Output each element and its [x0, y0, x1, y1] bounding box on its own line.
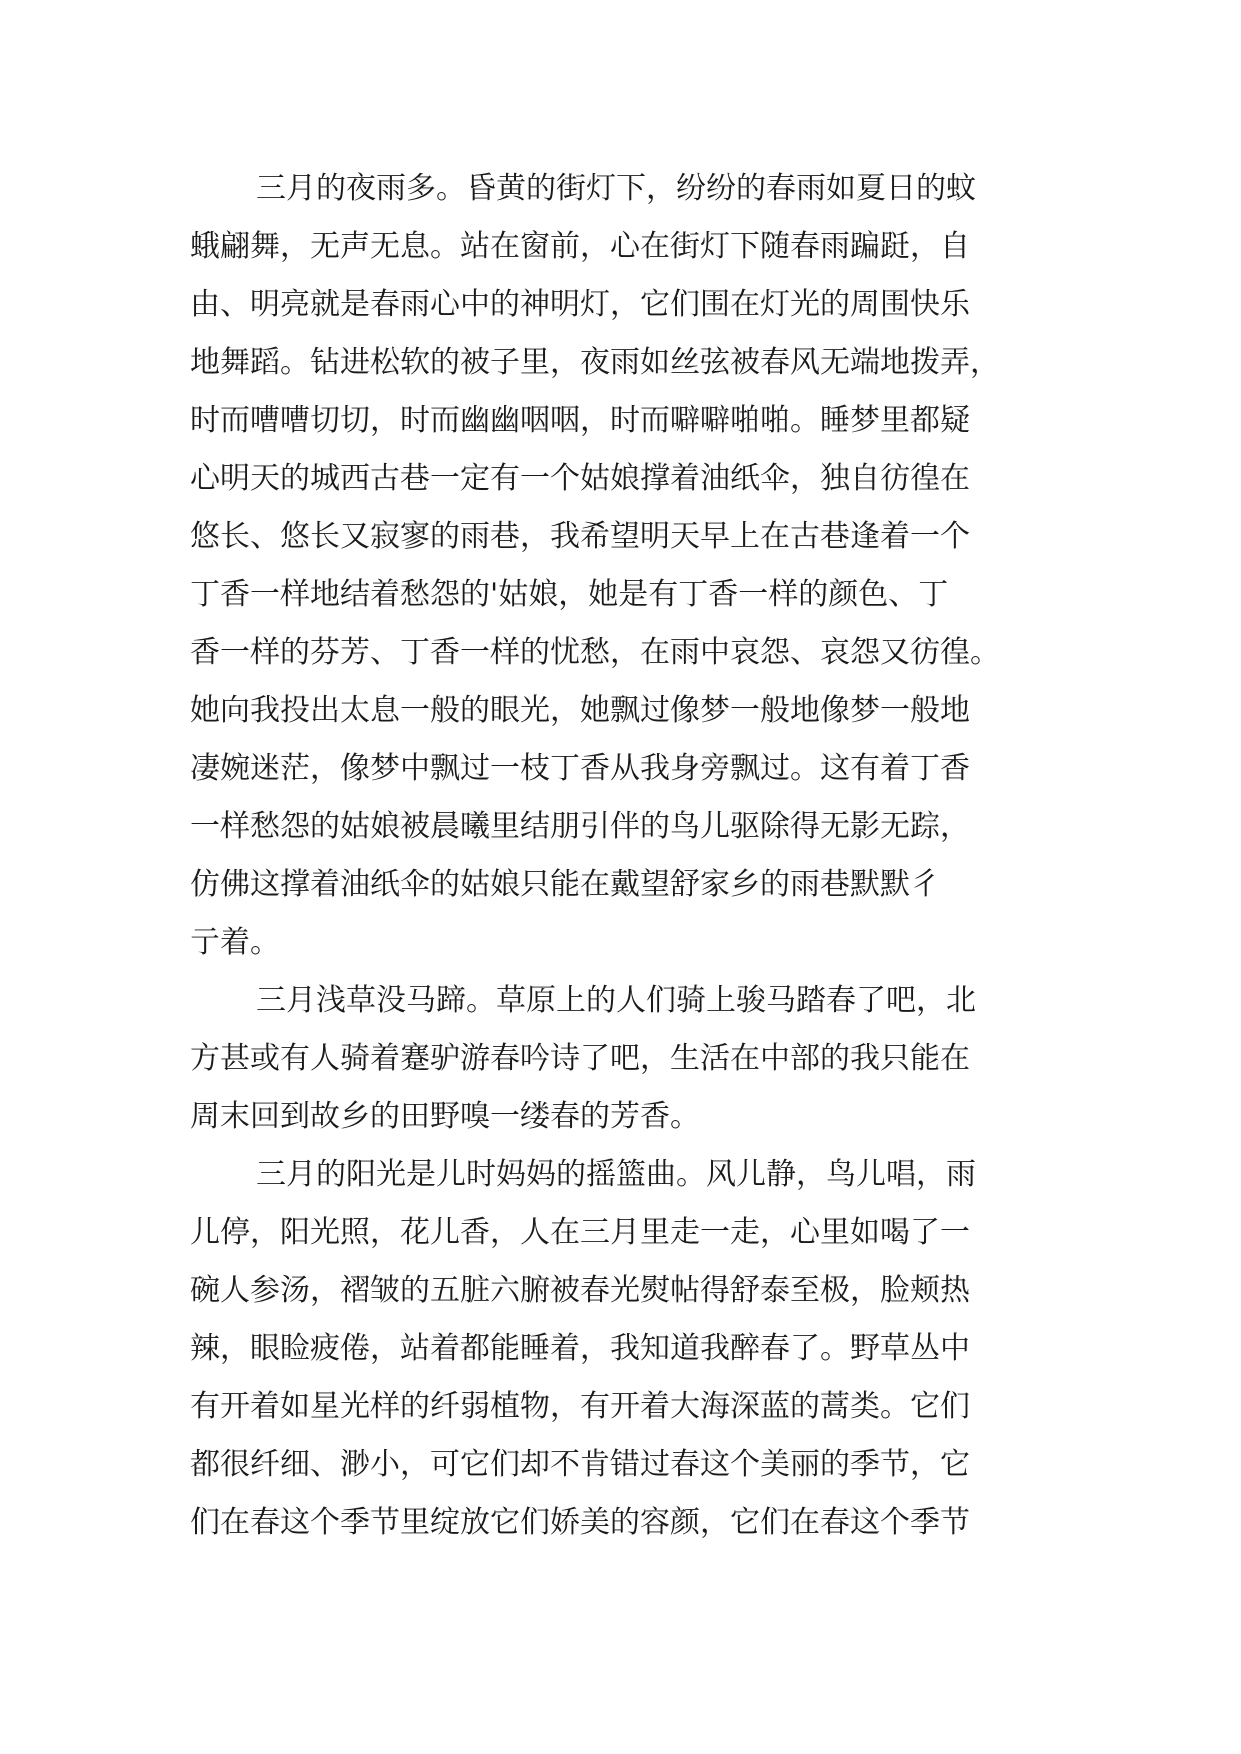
paragraph-1-line-9: 香一样的芬芳、丁香一样的忧愁，在雨中哀怨、哀怨又彷徨。 [190, 635, 1000, 670]
paragraph-2-line-1: 三月浅草没马蹄。草原上的人们骑上骏马踏春了吧，北 [256, 983, 976, 1018]
paragraph-1-line-12: 一样愁怨的姑娘被晨曦里结朋引伴的鸟儿驱除得无影无踪， [190, 809, 970, 844]
paragraph-1-line-4: 地舞蹈。钻进松软的被子里，夜雨如丝弦被春风无端地拨弄， [190, 345, 1000, 380]
paragraph-3-line-1: 三月的阳光是儿时妈妈的摇篮曲。风儿静，鸟儿唱，雨 [256, 1157, 976, 1192]
paragraph-1-line-3: 由、明亮就是春雨心中的神明灯，它们围在灯光的周围快乐 [190, 287, 970, 322]
paragraph-1-line-5: 时而嘈嘈切切，时而幽幽咽咽，时而噼噼啪啪。睡梦里都疑 [190, 403, 970, 438]
paragraph-3-line-7: 们在春这个季节里绽放它们娇美的容颜，它们在春这个季节 [190, 1505, 970, 1540]
paragraph-3-line-6: 都很纤细、渺小，可它们却不肯错过春这个美丽的季节，它 [190, 1447, 970, 1482]
paragraph-2-line-2: 方甚或有人骑着蹇驴游春吟诗了吧，生活在中部的我只能在 [190, 1041, 970, 1076]
paragraph-1-line-1: 三月的夜雨多。昏黄的街灯下，纷纷的春雨如夏日的蚊 [256, 171, 976, 206]
paragraph-2-line-3: 周末回到故乡的田野嗅一缕春的芳香。 [190, 1099, 700, 1134]
paragraph-1-line-7: 悠长、悠长又寂寥的雨巷，我希望明天早上在古巷逢着一个 [190, 519, 970, 554]
paragraph-1-line-6: 心明天的城西古巷一定有一个姑娘撑着油纸伞，独自彷徨在 [190, 461, 970, 496]
body-text [190, 160, 1070, 1552]
paragraph-1-line-14: 亍着。 [190, 925, 280, 960]
paragraph-1-line-8: 丁香一样地结着愁怨的'姑娘，她是有丁香一样的颜色、丁 [190, 577, 949, 612]
paragraph-1-line-13: 仿佛这撑着油纸伞的姑娘只能在戴望舒家乡的雨巷默默彳 [190, 867, 940, 902]
paragraph-1-line-10: 她向我投出太息一般的眼光，她飘过像梦一般地像梦一般地 [190, 693, 970, 728]
paragraph-3-line-3: 碗人参汤，褶皱的五脏六腑被春光熨帖得舒泰至极，脸颊热 [190, 1273, 970, 1308]
paragraph-1-line-2: 蛾翩舞，无声无息。站在窗前，心在街灯下随春雨蹁跹，自 [190, 229, 970, 264]
paragraph-3-line-5: 有开着如星光样的纤弱植物，有开着大海深蓝的蒿类。它们 [190, 1389, 970, 1424]
paragraph-1-line-11: 凄婉迷茫，像梦中飘过一枝丁香从我身旁飘过。这有着丁香 [190, 751, 970, 786]
paragraph-3-line-2: 儿停，阳光照，花儿香，人在三月里走一走，心里如喝了一 [190, 1215, 970, 1250]
paragraph-3-line-4: 辣，眼睑疲倦，站着都能睡着，我知道我醉春了。野草丛中 [190, 1331, 970, 1366]
